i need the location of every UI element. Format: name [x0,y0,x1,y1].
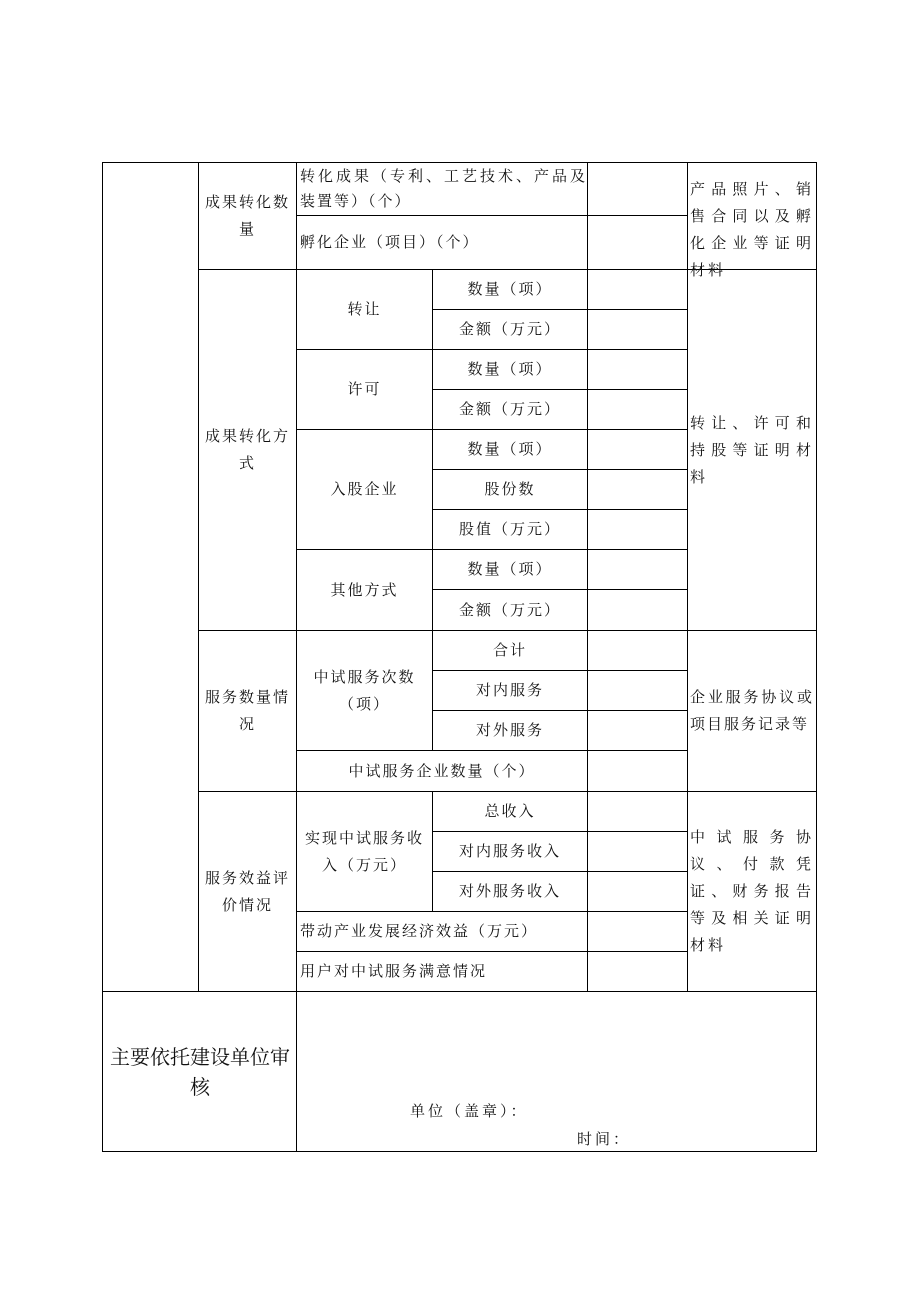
equity-shares-label: 股份数 [484,480,536,498]
conversion-result-item: 转化成果（专利、工艺技术、产品及装置等）（个） [300,167,587,210]
conversion-quantity-label: 成果转化数量 [205,193,291,238]
transfer-label: 转让 [347,300,382,318]
other-method-label: 其他方式 [330,580,399,599]
service-quantity-label: 服务数量情况 [205,688,291,733]
grid-line [587,162,588,992]
equity-qty-label: 数量（项） [467,440,553,458]
service-total-label: 合计 [492,641,527,659]
table-border-left [102,162,103,1152]
review-label: 主要依托建设单位审核 [110,1044,290,1099]
economic-benefit-label: 带动产业发展经济效益（万元） [300,922,539,940]
license-qty-label: 数量（项） [467,360,553,378]
total-income-label: 总收入 [484,802,536,820]
internal-income-label: 对内服务收入 [458,842,561,860]
review-time: 时间： [577,1129,632,1148]
service-benefit-label: 服务效益评价情况 [205,868,291,914]
table-border-bottom [102,1151,817,1152]
external-income-label: 对外服务收入 [458,882,561,900]
equity-value-label: 股值（万元） [458,520,561,538]
satisfaction-label: 用户对中试服务满意情况 [300,962,488,980]
equity-label: 入股企业 [330,480,399,498]
pilot-service-count-label: 中试服务次数（项） [313,667,416,713]
table-border-right [816,162,817,1152]
service-internal-label: 对内服务 [475,681,544,699]
conversion-method-label: 成果转化方式 [205,427,291,472]
transfer-qty-label: 数量（项） [467,280,553,298]
other-qty-label: 数量（项） [467,560,553,578]
conversion-quantity-note: 产品照片、销售合同以及孵化企业等证明材料 [690,180,814,279]
conversion-method-note: 转让、许可和持股等证明材料 [690,413,814,486]
pilot-income-label: 实现中试服务收入（万元） [305,828,425,874]
service-quantity-note: 企业服务协议或项目服务记录等 [690,688,814,733]
license-label: 许可 [347,380,382,398]
service-companies-label: 中试服务企业数量（个） [348,761,536,780]
review-unit-seal: 单位（盖章）： [410,1101,529,1120]
incubated-enterprise-item: 孵化企业（项目）（个） [300,233,480,251]
other-amount-label: 金额（万元） [458,600,561,619]
license-amount-label: 金额（万元） [458,400,561,418]
service-benefit-note: 中试服务协议、付款凭证、财务报告等及相关证明材料 [690,828,814,954]
service-external-label: 对外服务 [475,721,544,739]
transfer-amount-label: 金额（万元） [458,320,561,338]
grid-line [198,162,199,992]
